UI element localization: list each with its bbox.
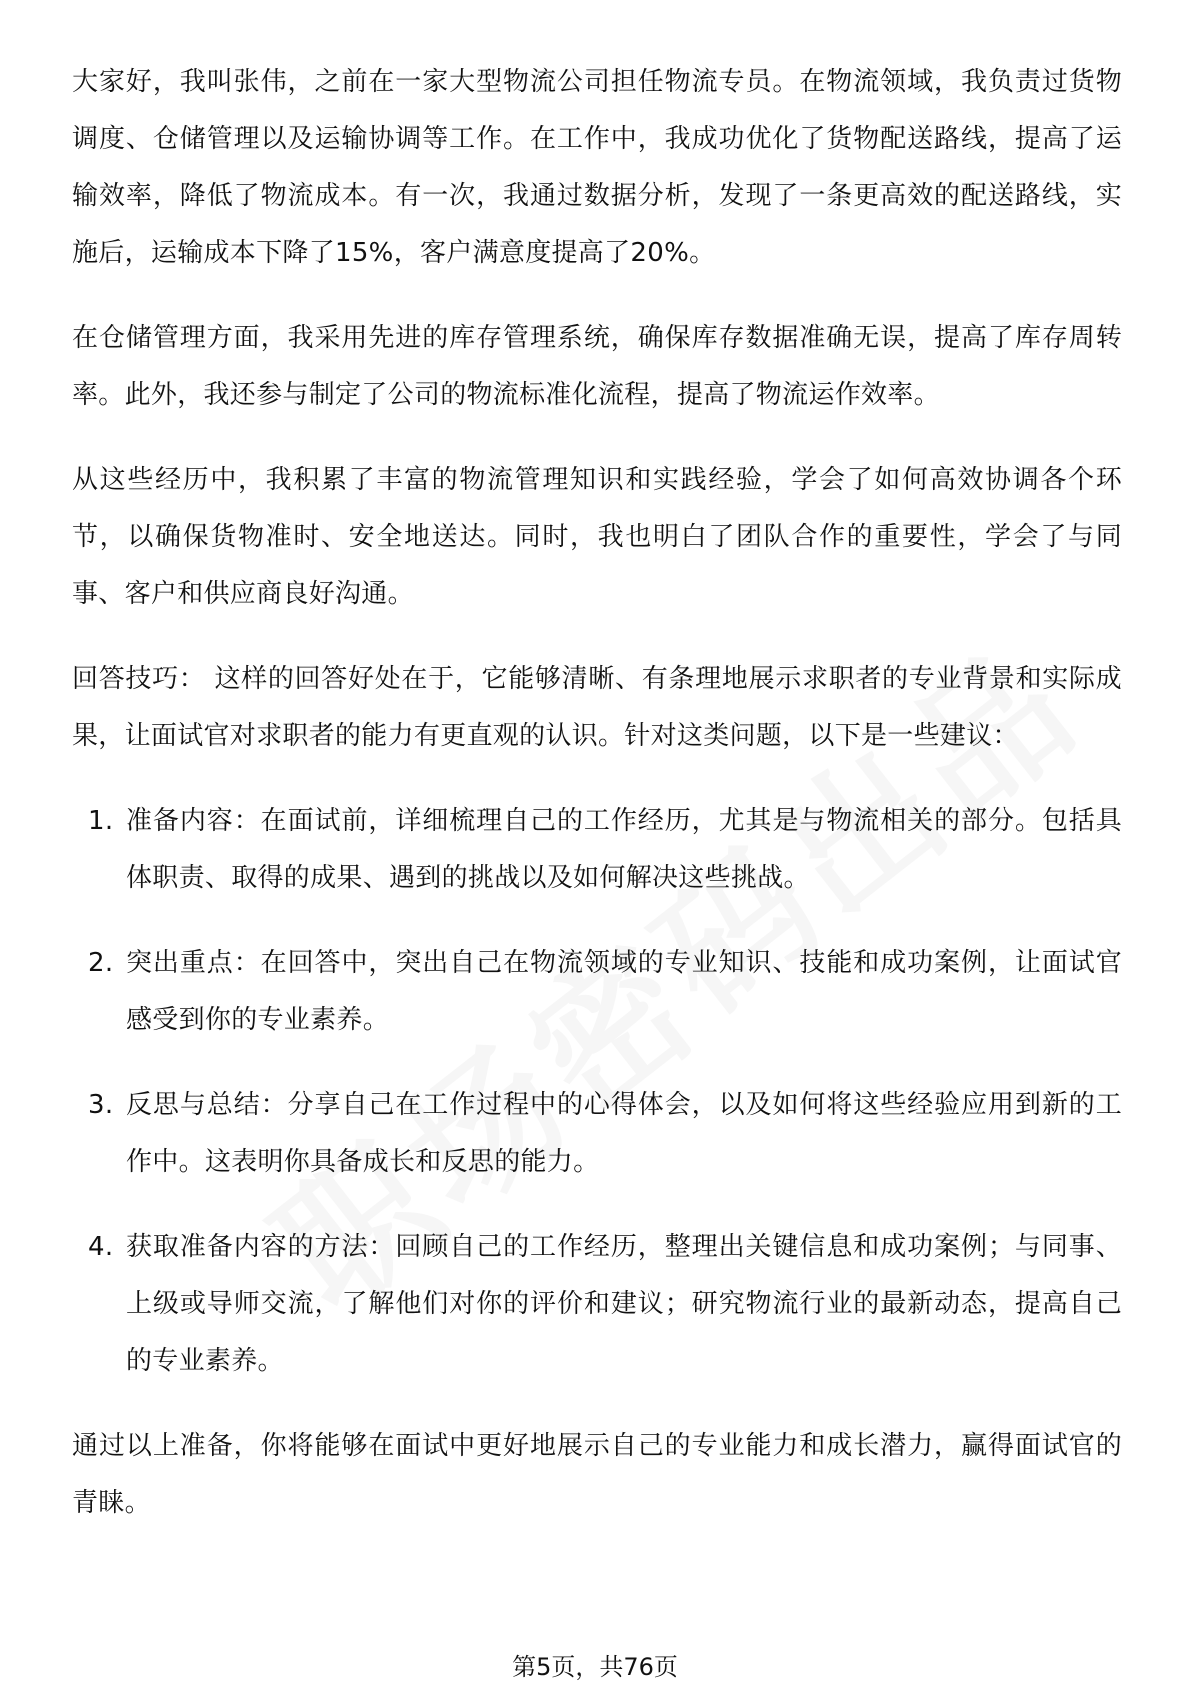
- list-number: 3.: [88, 1090, 114, 1120]
- tips-text: 这样的回答好处在于，它能够清晰、有条理地展示求职者的专业背景和实际成果，让面试官对求职者的能力有更直观的认识。针对这类问题，以下是一些建议：: [72, 664, 1122, 751]
- list-item: [72, 935, 1122, 1049]
- list-number: 4.: [88, 1232, 114, 1262]
- list-number: 1.: [88, 806, 114, 836]
- advice-list: [72, 793, 1122, 1390]
- warehouse-paragraph: 在仓储管理方面，我采用先进的库存管理系统，确保库存数据准确无误，提高了库存周转率。此外，我还参与制定了公司的物流标准化流程，提高了物流运作效率。: [72, 323, 1122, 410]
- list-item: [72, 1077, 1122, 1191]
- tips-paragraph: [72, 651, 1122, 765]
- list-number: 2.: [88, 948, 114, 978]
- intro-paragraph: 大家好，我叫张伟，之前在一家大型物流公司担任物流专员。在物流领域，我负责过货物调度、仓储管理以及运输协调等工作。在工作中，我成功优化了货物配送路线，提高了运输效率，降低了物流成本。有一次，我通过数据分析，发现了一条更高效的配送路线，实施后，运输成本下降了15%，客户满意度提高了20%。: [72, 67, 1122, 268]
- document-page: [72, 54, 1122, 1560]
- list-item: [72, 793, 1122, 907]
- closing-paragraph: 通过以上准备，你将能够在面试中更好地展示自己的专业能力和成长潜力，赢得面试官的青睐。: [72, 1431, 1122, 1518]
- list-item-text: 准备内容：在面试前，详细梳理自己的工作经历，尤其是与物流相关的部分。包括具体职责、取得的成果、遇到的挑战以及如何解决这些挑战。: [126, 806, 1122, 893]
- list-item: [72, 1219, 1122, 1390]
- experience-paragraph: 从这些经历中，我积累了丰富的物流管理知识和实践经验，学会了如何高效协调各个环节，以确保货物准时、安全地送达。同时，我也明白了团队合作的重要性，学会了与同事、客户和供应商良好沟通。: [72, 465, 1122, 609]
- list-item-text: 突出重点：在回答中，突出自己在物流领域的专业知识、技能和成功案例，让面试官感受到你的专业素养。: [126, 948, 1122, 1035]
- page-footer: 第5页，共76页: [512, 1653, 678, 1681]
- tips-label: 回答技巧：: [72, 664, 206, 694]
- list-item-text: 反思与总结：分享自己在工作过程中的心得体会，以及如何将这些经验应用到新的工作中。这表明你具备成长和反思的能力。: [126, 1090, 1122, 1177]
- list-item-text: 获取准备内容的方法：回顾自己的工作经历，整理出关键信息和成功案例；与同事、上级或导师交流，了解他们对你的评价和建议；研究物流行业的最新动态，提高自己的专业素养。: [126, 1232, 1122, 1376]
